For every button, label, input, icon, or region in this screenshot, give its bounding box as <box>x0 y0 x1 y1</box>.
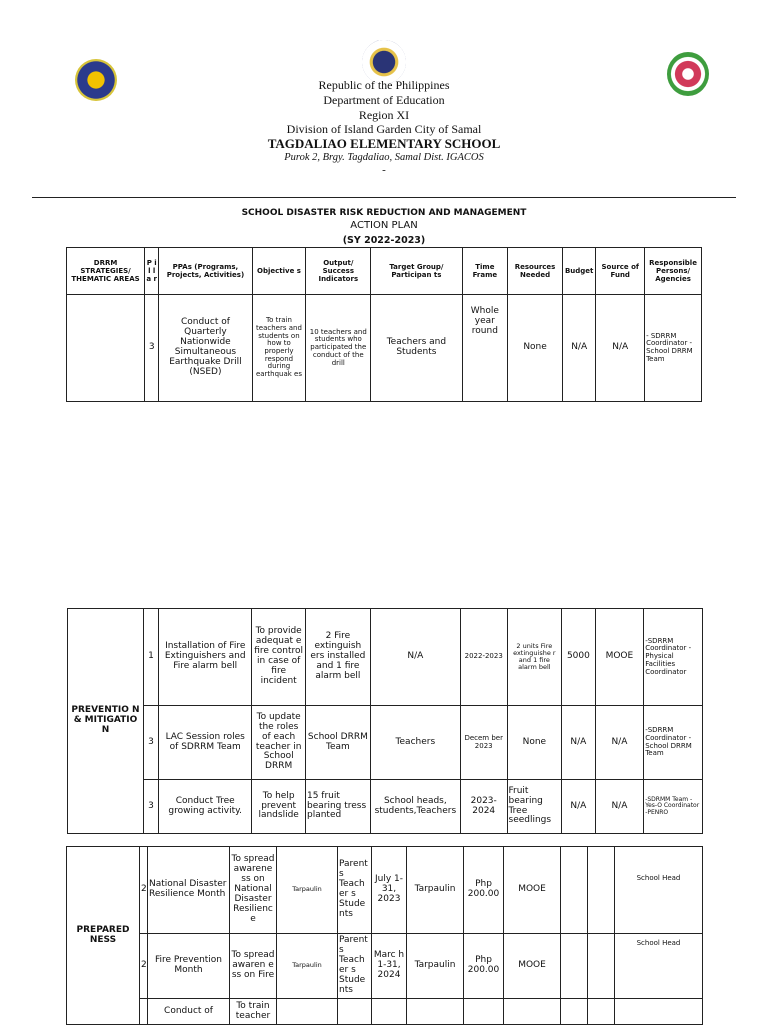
col-header-ppas: PPAs (Programs, Projects, Activities) <box>159 248 252 295</box>
cell-pillar: 1 <box>143 609 158 706</box>
cell-objective: To help prevent landslide <box>252 780 306 834</box>
cell-thematic-area: PREPARED NESS <box>67 847 140 1025</box>
cell-pillar: 3 <box>143 780 158 834</box>
cell-resources: None <box>508 295 563 402</box>
cell-responsible <box>615 999 703 1025</box>
action-plan-table-response <box>66 247 702 402</box>
col-header-pillar: P i l l a r <box>145 248 159 295</box>
col-header-strategies: DRRM STRATEGIES/ THEMATIC AREAS <box>67 248 145 295</box>
col-header-budget: Budget <box>562 248 595 295</box>
cell-source: MOOE <box>504 847 561 934</box>
cell-budget <box>464 999 504 1025</box>
cell-ppa: Installation of Fire Extinguishers and Fire alarm bell <box>159 609 252 706</box>
cell-ppa: National Disaster Resilience Month <box>148 847 230 934</box>
header-department: Department of Education <box>323 93 445 107</box>
col-header-time-frame: Time Frame <box>462 248 508 295</box>
cell-resources: Tarpaulin <box>407 847 464 934</box>
cell-ppa: Conduct of <box>148 999 230 1025</box>
cell-output: 15 fruit bearing tress planted <box>305 780 370 834</box>
cell-output <box>277 999 338 1025</box>
header-region: Region XI <box>358 108 410 122</box>
cell-extra-1 <box>561 999 588 1025</box>
cell-time-frame: Decem ber 2023 <box>460 706 507 780</box>
cell-source: N/A <box>595 706 644 780</box>
table-header-row <box>67 248 702 295</box>
plan-subtitle: ACTION PLAN <box>350 220 418 231</box>
cell-source: MOOE <box>595 609 644 706</box>
school-name: TAGDALIAO ELEMENTARY SCHOOL <box>267 136 501 151</box>
cell-target-group: Teachers and Students <box>371 295 462 402</box>
cell-output: Tarpaulin <box>277 847 338 934</box>
cell-budget: Php 200.00 <box>464 847 504 934</box>
cell-responsible: -SDRMM Team -Yes-O Coordinator -PENRO <box>644 780 703 834</box>
cell-responsible: -SDRRM Coordinator -Physical Facilities Coordinator <box>644 609 703 706</box>
cell-objective: To update the roles of each teacher in School DRRM <box>252 706 306 780</box>
cell-target-group: Parents Teacher s Students <box>338 934 372 999</box>
cell-ppa: Conduct of Quarterly Nationwide Simultaneous Earthquake Drill (NSED) <box>159 295 252 402</box>
cell-source: N/A <box>596 295 645 402</box>
cell-resources: Fruit bearing Tree seedlings <box>507 780 562 834</box>
cell-extra-2 <box>588 934 615 999</box>
cell-output: School DRRM Team <box>305 706 370 780</box>
cell-time-frame <box>372 999 407 1025</box>
cell-objective: To train teacher <box>230 999 277 1025</box>
header-divider <box>32 197 736 198</box>
cell-responsible: - SDRRM Coordinator -School DRRM Team <box>645 295 702 402</box>
cell-pillar: 2 <box>140 847 148 934</box>
header-dash: - <box>382 164 386 176</box>
cell-time-frame: 2022-2023 <box>460 609 507 706</box>
cell-budget: Php 200.00 <box>464 934 504 999</box>
cell-time-frame: Whole year round <box>462 295 508 402</box>
cell-budget: 5000 <box>562 609 595 706</box>
cell-extra-2 <box>588 847 615 934</box>
cell-source <box>504 999 561 1025</box>
cell-target-group <box>338 999 372 1025</box>
cell-output: 10 teachers and students who participated the conduct of the drill <box>306 295 371 402</box>
col-header-source: Source of Fund <box>596 248 645 295</box>
cell-source: N/A <box>595 780 644 834</box>
cell-time-frame: 2023-2024 <box>460 780 507 834</box>
cell-objective: To provide adequat e fire control in case of fire incident <box>252 609 306 706</box>
table-row <box>67 999 703 1025</box>
cell-output: Tarpaulin <box>277 934 338 999</box>
cell-extra-1 <box>561 847 588 934</box>
cell-resources <box>407 999 464 1025</box>
cell-responsible: School Head <box>615 847 703 934</box>
cell-objective: To train teachers and students on how to properly respond during earthquak es <box>252 295 306 402</box>
cell-objective: To spread awarene ss on National Disaster Resilienc e <box>230 847 277 934</box>
col-header-responsible: Responsible Persons/ Agencies <box>645 248 702 295</box>
col-header-output: Output/ Success Indicators <box>306 248 371 295</box>
cell-pillar <box>140 999 148 1025</box>
cell-ppa: Conduct Tree growing activity. <box>159 780 252 834</box>
header-division: Division of Island Garden City of Samal <box>286 122 482 136</box>
cell-budget: N/A <box>562 780 595 834</box>
col-header-target-group: Target Group/ Participan ts <box>371 248 462 295</box>
table-row <box>67 295 702 402</box>
cell-target-group: N/A <box>370 609 460 706</box>
col-header-objectives: Objective s <box>252 248 306 295</box>
plan-title: SCHOOL DISASTER RISK REDUCTION AND MANAGEMENT <box>241 208 527 218</box>
table-row <box>68 706 703 780</box>
table-row <box>68 780 703 834</box>
cell-pillar: 3 <box>145 295 159 402</box>
cell-resources: Tarpaulin <box>407 934 464 999</box>
cell-target-group: Teachers <box>370 706 460 780</box>
table-row <box>67 934 703 999</box>
cell-thematic-area: PREVENTIO N & MITIGATIO N <box>68 609 144 834</box>
cell-ppa: Fire Prevention Month <box>148 934 230 999</box>
cell-pillar: 3 <box>143 706 158 780</box>
cell-resources: None <box>507 706 562 780</box>
cell-time-frame: July 1-31, 2023 <box>372 847 407 934</box>
action-plan-table-prevention <box>67 608 703 834</box>
cell-extra-1 <box>561 934 588 999</box>
cell-budget: N/A <box>562 295 595 402</box>
cell-responsible: -SDRRM Coordinator -School DRRM Team <box>644 706 703 780</box>
cell-budget: N/A <box>562 706 595 780</box>
table-row <box>67 847 703 934</box>
cell-ppa: LAC Session roles of SDRRM Team <box>159 706 252 780</box>
cell-responsible: School Head <box>615 934 703 999</box>
cell-output: 2 Fire extinguish ers installed and 1 fire alarm bell <box>305 609 370 706</box>
cell-pillar: 2 <box>140 934 148 999</box>
cell-objective: To spread awaren e ss on Fire <box>230 934 277 999</box>
cell-target-group: Parents Teacher s Students <box>338 847 372 934</box>
table-row <box>68 609 703 706</box>
cell-extra-2 <box>588 999 615 1025</box>
cell-source: MOOE <box>504 934 561 999</box>
school-year: (SY 2022-2023) <box>342 235 426 246</box>
col-header-resources: Resources Needed <box>508 248 563 295</box>
header-republic: Republic of the Philippines <box>318 78 450 92</box>
action-plan-table-preparedness <box>66 846 703 1025</box>
cell-target-group: School heads, students,Teachers <box>370 780 460 834</box>
cell-resources: 2 units Fire extinguishe r and 1 fire alarm bell <box>507 609 562 706</box>
cell-time-frame: Marc h 1-31, 2024 <box>372 934 407 999</box>
cell-area <box>67 295 145 402</box>
school-address: Purok 2, Brgy. Tagdaliao, Samal Dist. IGACOS <box>284 152 484 163</box>
